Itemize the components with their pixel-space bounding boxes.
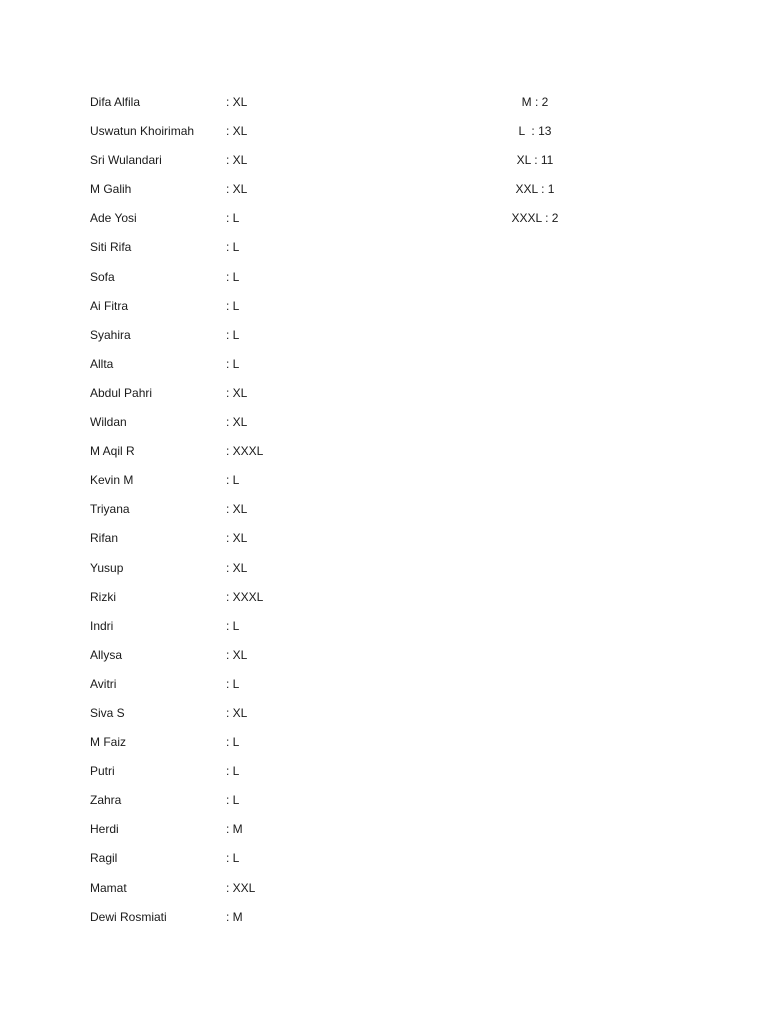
- roster-row: [90, 499, 350, 528]
- person-name: Abdul Pahri: [90, 385, 153, 400]
- shirt-size: : XL: [226, 385, 248, 400]
- shirt-size: : L: [226, 735, 240, 750]
- shirt-size: : XL: [226, 124, 248, 139]
- roster-row: [90, 616, 350, 645]
- roster-row: [90, 412, 350, 441]
- roster-row: [90, 878, 350, 907]
- shirt-size: : L: [226, 269, 240, 284]
- shirt-size: : XL: [226, 95, 248, 109]
- person-name: Kevin M: [90, 473, 134, 488]
- size-count: L : 13: [518, 124, 552, 139]
- size-count: M : 2: [521, 95, 549, 109]
- shirt-size: : L: [226, 793, 240, 808]
- roster-row: [90, 237, 350, 266]
- person-name: Allysa: [90, 647, 123, 662]
- person-name: Uswatun Khoirimah: [90, 124, 195, 139]
- person-name: Dewi Rosmiati: [90, 909, 167, 924]
- roster-row: [90, 441, 350, 470]
- person-name: Sofa: [90, 269, 115, 284]
- shirt-size: : M: [226, 909, 243, 924]
- person-name: Sri Wulandari: [90, 153, 162, 168]
- roster-row: [90, 92, 350, 121]
- person-name: Indri: [90, 618, 114, 633]
- roster-row: [90, 528, 350, 557]
- roster-row: [90, 383, 350, 412]
- shirt-size: : L: [226, 240, 240, 255]
- shirt-size: : L: [226, 211, 240, 226]
- roster-row: [90, 208, 350, 237]
- roster-row: [90, 121, 350, 150]
- person-name: Mamat: [90, 880, 127, 895]
- shirt-size: : M: [226, 822, 243, 837]
- person-name: Yusup: [90, 560, 124, 575]
- shirt-size: : L: [226, 851, 240, 866]
- roster-row: [90, 703, 350, 732]
- shirt-size: : L: [226, 327, 240, 342]
- shirt-size: : XXL: [226, 880, 256, 895]
- roster-row: [90, 354, 350, 383]
- roster-row: [90, 267, 350, 296]
- shirt-size: : L: [226, 298, 240, 313]
- roster-row: [90, 150, 350, 179]
- roster-row: [90, 179, 350, 208]
- person-name: Wildan: [90, 415, 127, 430]
- person-name: Ade Yosi: [90, 211, 137, 226]
- size-count: XXL : 1: [515, 182, 555, 197]
- person-name: Allta: [90, 356, 114, 371]
- size-roster-list: [90, 92, 350, 936]
- shirt-size: : XL: [226, 182, 248, 197]
- person-name: M Aqil R: [90, 444, 135, 459]
- person-name: Siva S: [90, 705, 125, 720]
- shirt-size: : L: [226, 473, 240, 488]
- person-name: Syahira: [90, 327, 131, 342]
- person-name: Avitri: [90, 676, 117, 691]
- roster-row: [90, 296, 350, 325]
- roster-row: [90, 587, 350, 616]
- shirt-size: : XL: [226, 560, 248, 575]
- roster-row: [90, 674, 350, 703]
- person-name: Rifan: [90, 531, 119, 546]
- person-name: Triyana: [90, 502, 130, 517]
- roster-row: [90, 470, 350, 499]
- roster-row: [90, 732, 350, 761]
- size-summary-list: [480, 92, 590, 237]
- roster-row: [90, 848, 350, 877]
- roster-row: [90, 325, 350, 354]
- person-name: Rizki: [90, 589, 116, 604]
- roster-row: [90, 907, 350, 936]
- shirt-size: : XL: [226, 647, 248, 662]
- shirt-size: : L: [226, 676, 240, 691]
- shirt-size: : XXXL: [226, 444, 264, 459]
- person-name: Siti Rifa: [90, 240, 132, 255]
- size-count: XXXL : 2: [511, 211, 559, 226]
- person-name: Difa Alfila: [90, 95, 141, 109]
- roster-row: [90, 790, 350, 819]
- person-name: Herdi: [90, 822, 119, 837]
- shirt-size: : XL: [226, 502, 248, 517]
- person-name: Putri: [90, 764, 115, 779]
- shirt-size: : XXXL: [226, 589, 264, 604]
- person-name: M Galih: [90, 182, 132, 197]
- shirt-size: : L: [226, 618, 240, 633]
- roster-row: [90, 819, 350, 848]
- roster-row: [90, 761, 350, 790]
- person-name: M Faiz: [90, 735, 126, 750]
- roster-row: [90, 558, 350, 587]
- shirt-size: : XL: [226, 153, 248, 168]
- shirt-size: : L: [226, 764, 240, 779]
- shirt-size: : L: [226, 356, 240, 371]
- shirt-size: : XL: [226, 705, 248, 720]
- roster-row: [90, 645, 350, 674]
- shirt-size: : XL: [226, 415, 248, 430]
- person-name: Ragil: [90, 851, 118, 866]
- person-name: Zahra: [90, 793, 122, 808]
- shirt-size: : XL: [226, 531, 248, 546]
- size-count: XL : 11: [516, 153, 554, 168]
- person-name: Ai Fitra: [90, 298, 129, 313]
